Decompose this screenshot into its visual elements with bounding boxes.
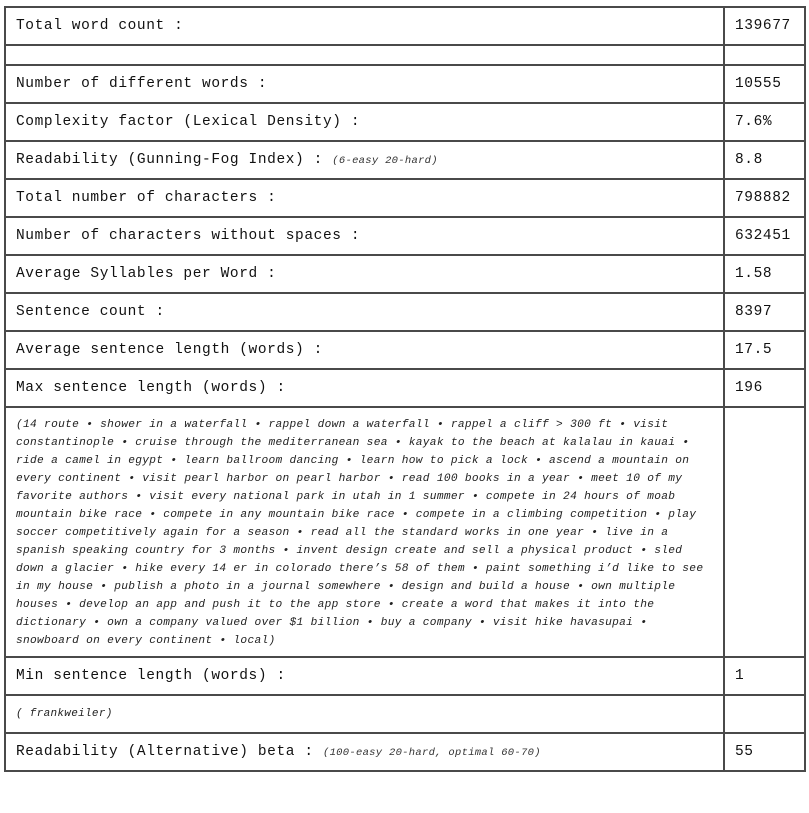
total-word-count-label: Total word count :: [5, 7, 724, 45]
total-word-count-value: 139677: [724, 7, 805, 45]
empty-cell: [5, 45, 724, 65]
readability-alt-label: Readability (Alternative) beta :: [16, 744, 314, 760]
table-row: [5, 331, 805, 369]
empty-cell: [724, 407, 805, 657]
table-row: [5, 733, 805, 771]
table-row-empty: [5, 45, 805, 65]
max-sentence-length-value: 196: [724, 369, 805, 407]
complexity-factor-label: Complexity factor (Lexical Density) :: [5, 103, 724, 141]
complexity-factor-value: 7.6%: [724, 103, 805, 141]
readability-fog-note: (6-easy 20-hard): [332, 155, 438, 167]
table-row: [5, 255, 805, 293]
table-row: [5, 407, 805, 657]
table-row: [5, 7, 805, 45]
min-sentence-length-label: Min sentence length (words) :: [5, 657, 724, 695]
sentence-count-label: Sentence count :: [5, 293, 724, 331]
table-row: [5, 657, 805, 695]
table-row: [5, 695, 805, 733]
characters-without-spaces-label: Number of characters without spaces :: [5, 217, 724, 255]
average-sentence-length-value: 17.5: [724, 331, 805, 369]
max-sentence-text: (14 route • shower in a waterfall • rappel down a waterfall • rappel a cliff > 300 ft • visit constantinople • cruise through the mediterranean sea • kayak to the beach at kalalau in kauai • ride a camel in egypt • learn ballroom dancing • learn how to pick a lock • ascend a mountain on every continent • visit pearl harbor on pearl harbor • read 100 books in a year • meet 10 of my favorite authors • visit every national park in utah in 1 summer • compete in 24 hours of moab mountain bike race • compete in any mountain bike race • compete in a climbing competition • play soccer competitively again for a season • read all the standard works in one year • live in a spanish speaking country for 3 months • invent design create and sell a physical product • sled down a glacier • hike every 14 er in colorado there’s 58 of them • paint something i’d like to see in my house • publish a photo in a journal somewhere • design and build a house • own multiple houses • develop an app and push it to the app store • create a word that makes it into the dictionary • own a company valued over $1 billion • buy a company • visit hike havasupai • snowboard on every continent • local): [5, 407, 724, 657]
average-syllables-label: Average Syllables per Word :: [5, 255, 724, 293]
total-characters-label: Total number of characters :: [5, 179, 724, 217]
empty-cell: [724, 45, 805, 65]
readability-fog-label: Readability (Gunning-Fog Index) :: [16, 152, 323, 168]
empty-cell: [724, 695, 805, 733]
table-row: [5, 65, 805, 103]
table-row: [5, 293, 805, 331]
readability-alt-value: 55: [724, 733, 805, 771]
table-row: [5, 217, 805, 255]
average-sentence-length-label: Average sentence length (words) :: [5, 331, 724, 369]
readability-fog-cell: [5, 141, 724, 179]
different-words-value: 10555: [724, 65, 805, 103]
sentence-count-value: 8397: [724, 293, 805, 331]
min-sentence-length-value: 1: [724, 657, 805, 695]
table-row: [5, 369, 805, 407]
min-sentence-text: ( frankweiler): [5, 695, 724, 733]
readability-fog-value: 8.8: [724, 141, 805, 179]
readability-alt-cell: [5, 733, 724, 771]
characters-without-spaces-value: 632451: [724, 217, 805, 255]
max-sentence-length-label: Max sentence length (words) :: [5, 369, 724, 407]
table-row: [5, 141, 805, 179]
total-characters-value: 798882: [724, 179, 805, 217]
average-syllables-value: 1.58: [724, 255, 805, 293]
text-statistics-table: [4, 6, 806, 772]
readability-alt-note: (100-easy 20-hard, optimal 60-70): [322, 747, 541, 759]
table-row: [5, 179, 805, 217]
table-row: [5, 103, 805, 141]
different-words-label: Number of different words :: [5, 65, 724, 103]
